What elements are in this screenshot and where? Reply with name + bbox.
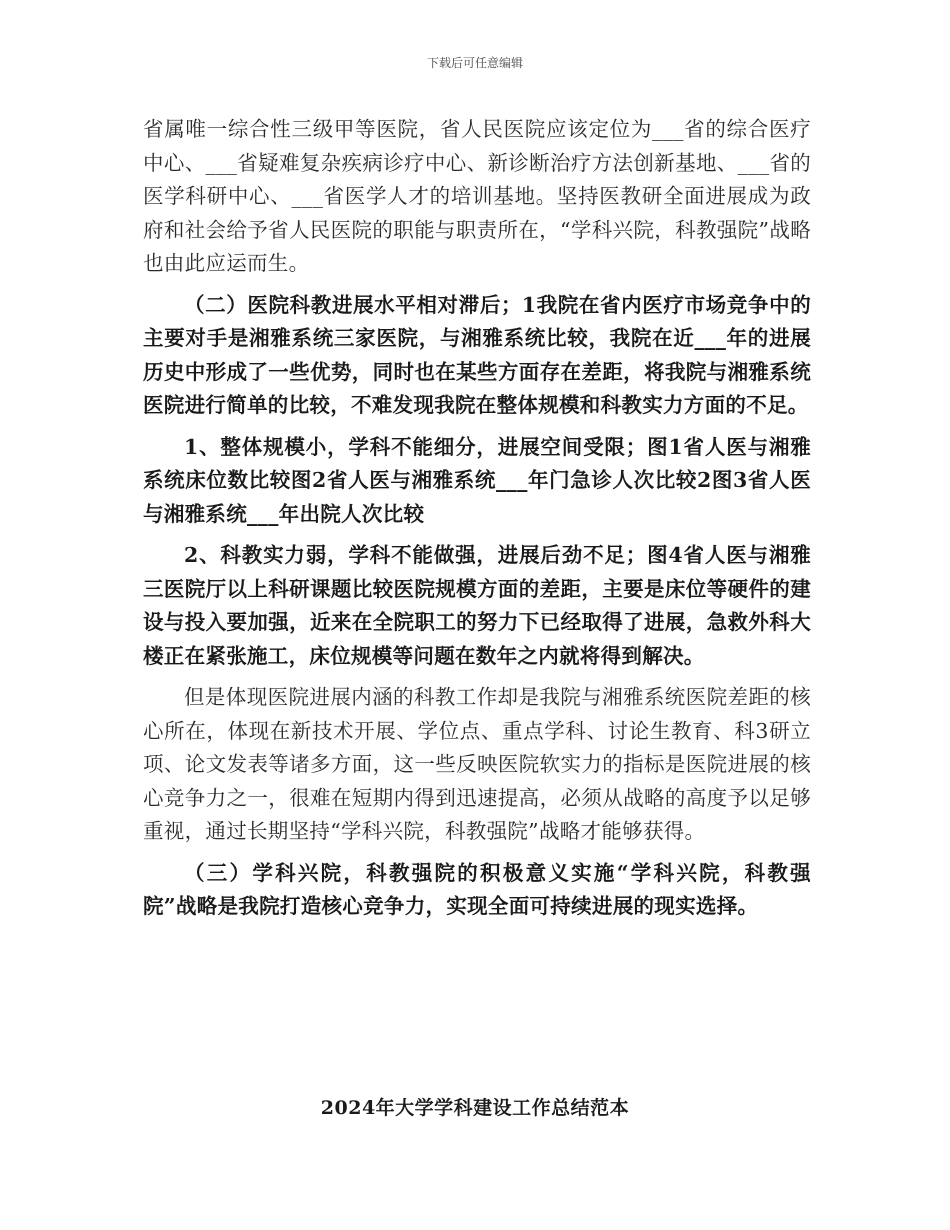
- paragraph-3: 1、整体规模小，学科不能细分，进展空间受限；图1省人医与湘雅系统床位数比较图2省人医与湘雅系统___年门急诊人次比较2图3省人医与湘雅系统___年出院人次比较: [143, 434, 811, 526]
- paragraph-2: （二）医院科教进展水平相对滞后；1我院在省内医疗市场竞争中的主要对手是湘雅系统三家医院，与湘雅系统比较，我院在近___年的进展历史中形成了一些优势，同时也在某些方面存在差距，将我院与湘雅系统医院进行简单的比较，不难发现我院在整体规模和科教实力方面的不足。: [143, 292, 811, 417]
- document-title: 2024年大学学科建设工作总结范本: [320, 1097, 630, 1119]
- page-header: 下载后可任意编辑: [426, 56, 523, 70]
- document-body: [143, 113, 811, 924]
- paragraph-1: 省属唯一综合性三级甲等医院，省人民医院应该定位为___省的综合医疗中心、___省疑难复杂疾病诊疗中心、新诊断治疗方法创新基地、___省的医学科研中心、___省医学人才的培训基地。坚持医教研全面进展成为政府和社会给予省人民医院的职能与职责所在，“学科兴院，科教强院”战略也由此应运而生。: [143, 117, 811, 275]
- paragraph-4: 2、科教实力弱，学科不能做强，进展后劲不足；图4省人医与湘雅三医院厅以上科研课题比较医院规模方面的差距，主要是床位等硬件的建设与投入要加强，近来在全院职工的努力下已经取得了进展，急救外科大楼正在紧张施工，床位规模等问题在数年之内就将得到解决。: [143, 543, 811, 668]
- paragraph-5: 但是体现医院进展内涵的科教工作却是我院与湘雅系统医院差距的核心所在，体现在新技术开展、学位点、重点学科、讨论生教育、科3研立项、论文发表等诸多方面，这一些反映医院软实力的指标是医院进展的核心竞争力之一，很难在短期内得到迅速提高，必须从战略的高度予以足够重视，通过长期坚持“学科兴院，科教强院”战略才能够获得。: [143, 685, 811, 843]
- paragraph-6: （三）学科兴院，科教强院的积极意义实施“学科兴院，科教强院”战略是我院打造核心竞争力，实现全面可持续进展的现实选择。: [143, 860, 811, 918]
